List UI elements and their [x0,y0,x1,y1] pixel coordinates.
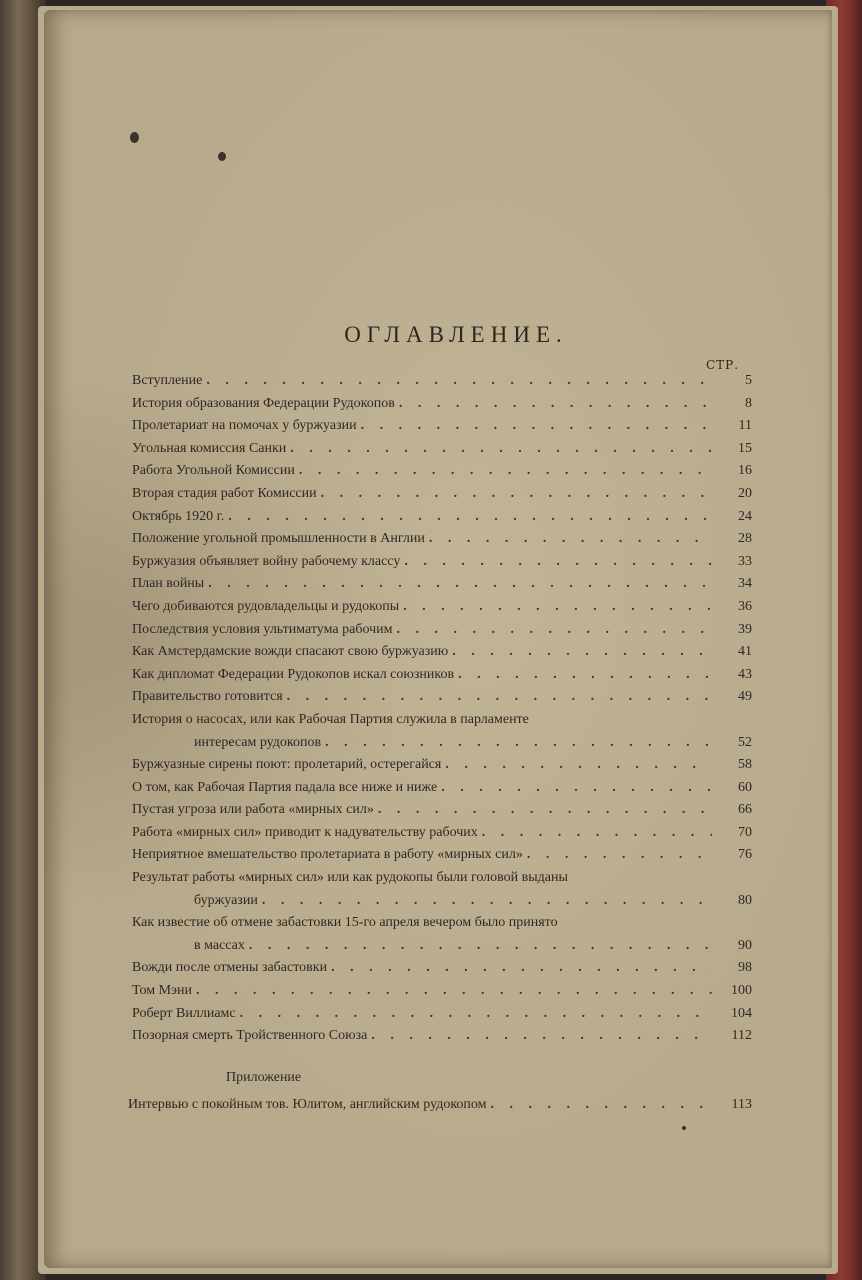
toc-entry: Как Амстердамские вожди спасают свою буржуазию . . . 41 [132,641,752,664]
toc-entry: Результат работы «мирных сил» или как рудокопы были головой выданы буржуазии . . . 80 [132,867,752,912]
appendix-entry: Интервью с покойным тов. Юлитом, английским рудокопом . . . 113 [128,1094,752,1116]
toc-entry: Роберт Виллиамс . . . 104 [132,1003,752,1026]
toc-entry: План войны . . . 34 [132,573,752,596]
page-title: ОГЛАВЛЕНИЕ. [344,322,568,347]
toc-entry: Октябрь 1920 г. . . . 24 [132,506,752,529]
toc-entry: Неприятное вмешательство пролетариата в работу «мирных сил» . . . 76 [132,844,752,867]
page-column-label: СТР. [706,358,740,372]
toc-entry: Буржуазия объявляет войну рабочему классу . . . 33 [132,551,752,574]
toc-entry: Том Мэни . . . 100 [132,980,752,1003]
ink-spot [682,1126,686,1130]
appendix-heading: Приложение [226,1070,302,1085]
ink-spot [130,132,139,143]
toc-entry: Вторая стадия работ Комиссии . . . 20 [132,483,752,506]
toc-entry: Вступление . . . 5 [132,370,752,393]
toc-entry: Как известие об отмене забастовки 15-го апреля вечером было принято в массах . . . 90 [132,912,752,957]
toc-entry: Работа «мирных сил» приводит к надувательству рабочих . . . 70 [132,822,752,845]
toc-entry: Правительство готовится . . . 49 [132,686,752,709]
table-of-contents [132,370,752,1048]
toc-entry: Последствия условия ультиматума рабочим . . . 39 [132,619,752,642]
toc-entry: Положение угольной промышленности в Англии . . . 28 [132,528,752,551]
toc-entry: Вожди после отмены забастовки . . . 98 [132,957,752,980]
toc-entry: Как дипломат Федерации Рудокопов искал союзников . . . 43 [132,664,752,687]
toc-entry: Чего добиваются рудовладельцы и рудокопы . . . 36 [132,596,752,619]
toc-entry: Пустая угроза или работа «мирных сил» . . . 66 [132,799,752,822]
toc-entry: Угольная комиссия Санки . . . 15 [132,438,752,461]
toc-entry: Позорная смерть Тройственного Союза . . . 112 [132,1025,752,1048]
ink-spot [218,152,226,161]
toc-entry: О том, как Рабочая Партия падала все ниже и ниже . . . 60 [132,777,752,800]
toc-entry: Буржуазные сирены поют: пролетарий, остерегайся . . . 58 [132,754,752,777]
toc-entry: История образования Федерации Рудокопов . . . 8 [132,393,752,416]
toc-entry: Работа Угольной Комиссии . . . 16 [132,460,752,483]
toc-entry: Пролетариат на помочах у буржуазии . . . 11 [132,415,752,438]
toc-entry: История о насосах, или как Рабочая Партия служила в парламенте интересам рудокопов . . . 52 [132,709,752,754]
